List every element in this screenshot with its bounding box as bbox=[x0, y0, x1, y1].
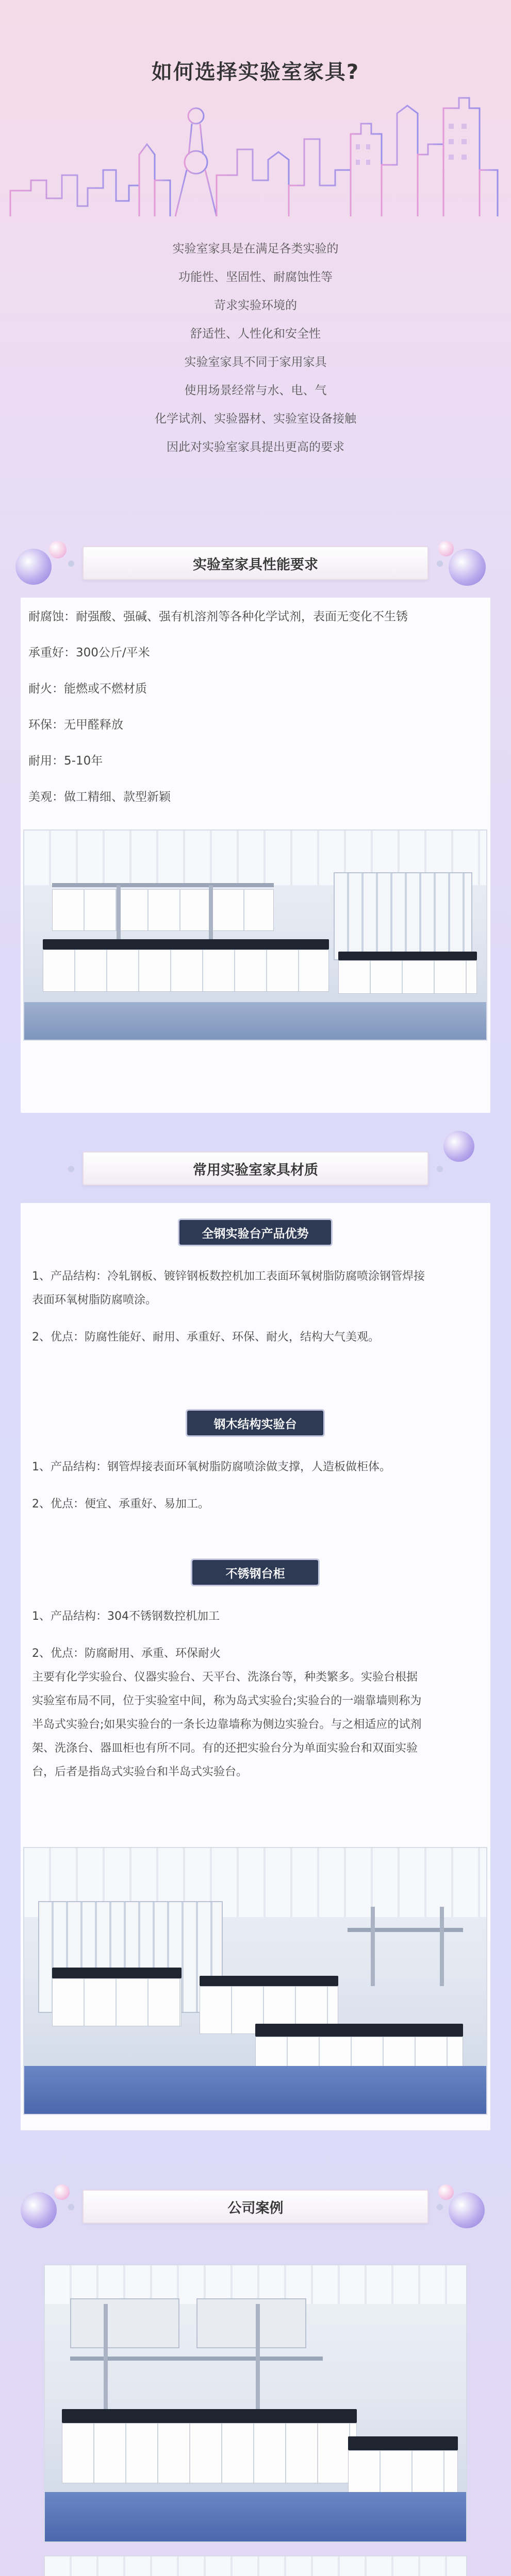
text-line: 1、产品结构：304不锈钢数控机加工 bbox=[32, 1610, 220, 1623]
spec-item: 承重好：300公斤/平米 bbox=[28, 646, 150, 659]
decor-bubble bbox=[443, 1131, 474, 1162]
wood-description bbox=[32, 1455, 481, 1516]
tag-stainless-cabinet: 不锈钢台柜 bbox=[191, 1558, 320, 1586]
lab-photo bbox=[23, 829, 487, 1041]
text-line: 架、洗涤台、器皿柜也有所不同。有的还把实验台分为单面实验台和双面实验 bbox=[32, 1742, 418, 1755]
decor-bubble bbox=[15, 549, 52, 585]
intro-line: 实验室家具是在满足各类实验的 bbox=[172, 242, 339, 256]
section-banner-cases: 公司案例 bbox=[83, 2190, 428, 2224]
spec-item: 耐用：5-10年 bbox=[28, 754, 103, 768]
text-line: 1、产品结构：钢管焊接表面环氧树脂防腐喷涂做支撑，人造板做柜体。 bbox=[32, 1461, 391, 1473]
tag-steel-bench: 全钢实验台产品优势 bbox=[178, 1218, 333, 1246]
text-line: 1、产品结构：冷轧钢板、镀锌钢板数控机加工表面环氧树脂防腐喷涂钢管焊接 bbox=[32, 1270, 425, 1283]
text-line: 半岛式实验台;如果实验台的一条长边靠墙称为侧边实验台。与之相适应的试剂 bbox=[32, 1718, 422, 1731]
spec-item: 美观：做工精细、款型新颖 bbox=[28, 790, 171, 804]
text-line: 2、优点：便宜、承重好、易加工。 bbox=[32, 1498, 209, 1511]
intro-line: 化学试剂、实验器材、实验室设备接触 bbox=[155, 412, 356, 426]
steel-description bbox=[32, 1265, 481, 1349]
spec-item: 环保：无甲醛释放 bbox=[28, 718, 123, 732]
text-line: 2、优点：防腐耐用、承重、环保耐火 bbox=[32, 1647, 221, 1660]
text-line: 2、优点：防腐性能好、耐用、承重好、环保、耐火，结构大气美观。 bbox=[32, 1331, 380, 1344]
decor-bubble bbox=[49, 541, 67, 558]
page-title: 如何选择实验室家具? bbox=[151, 60, 360, 84]
text-line: 实验室布局不同，位于实验室中间，称为岛式实验台;实验台的一端靠墙则称为 bbox=[32, 1694, 422, 1707]
case-photo bbox=[44, 2555, 467, 2576]
tag-steel-wood-bench: 钢木结构实验台 bbox=[186, 1409, 325, 1437]
section-banner-performance: 实验室家具性能要求 bbox=[83, 546, 428, 580]
spec-list bbox=[21, 609, 408, 805]
case-photo bbox=[44, 2264, 467, 2543]
intro-line: 舒适性、人性化和安全性 bbox=[190, 327, 321, 341]
decor-bubble bbox=[54, 2184, 70, 2200]
decor-bubble bbox=[449, 2192, 485, 2228]
materials-card bbox=[21, 1203, 490, 2130]
lab-photo bbox=[23, 1847, 487, 2115]
intro-line: 实验室家具不同于家用家具 bbox=[184, 355, 327, 369]
decor-bubble bbox=[438, 2184, 454, 2200]
stainless-description bbox=[32, 1605, 481, 1784]
performance-card bbox=[21, 598, 490, 1113]
text-line: 主要有化学实验台、仪器实验台、天平台、洗涤台等，种类繁多。实验台根据 bbox=[32, 1671, 418, 1684]
city-skyline-illustration bbox=[0, 77, 511, 222]
intro-line: 功能性、坚固性、耐腐蚀性等 bbox=[178, 270, 333, 284]
decor-bubble bbox=[21, 2192, 57, 2228]
intro-line: 因此对实验室家具提出更高的要求 bbox=[167, 440, 344, 454]
text-line: 表面环氧树脂防腐喷涂。 bbox=[32, 1294, 157, 1307]
text-line: 台，后者是指岛式实验台和半岛式实验台。 bbox=[32, 1766, 248, 1778]
decor-bubble bbox=[438, 541, 454, 556]
hero-section bbox=[0, 0, 511, 216]
intro-line: 苛求实验环境的 bbox=[214, 299, 297, 312]
spec-item: 耐火：能燃或不燃材质 bbox=[28, 682, 147, 696]
intro-line: 使用场景经常与水、电、气 bbox=[184, 384, 327, 397]
decor-bubble bbox=[449, 549, 486, 586]
intro-text bbox=[0, 242, 511, 469]
spec-item: 耐腐蚀：耐强酸、强碱、强有机溶剂等各种化学试剂，表面无变化不生锈 bbox=[28, 610, 408, 623]
section-banner-materials: 常用实验室家具材质 bbox=[83, 1151, 428, 1185]
